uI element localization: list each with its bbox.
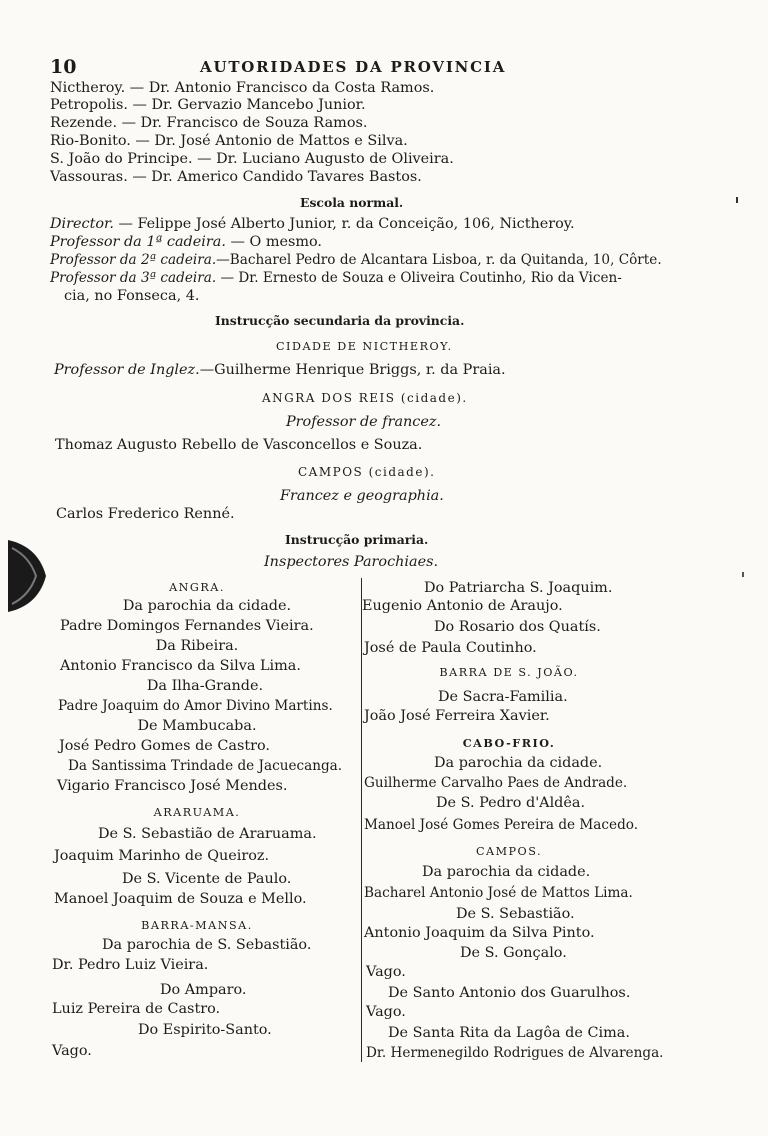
role-label: Professor de francez.: [286, 414, 442, 430]
inspector-line: Guilherme Carvalho Paes de Andrade.: [364, 775, 628, 791]
town-heading: BARRA DE S. JOÃO.: [439, 666, 579, 679]
inspector-line: Dr. Pedro Luiz Vieira.: [52, 957, 209, 973]
parish-line: Da Ilha-Grande.: [146, 678, 264, 694]
town-heading: ANGRA.: [169, 581, 225, 594]
parish-line: Do Espirito-Santo.: [138, 1022, 272, 1038]
parish-line: De S. Sebastião de Araruama.: [98, 826, 317, 842]
parish-line: De Mambucaba.: [137, 718, 257, 734]
parish-line: Da parochia da cidade.: [434, 755, 603, 771]
margin-mark: [742, 572, 744, 577]
parish-line: De Santa Rita da Lagôa de Cima.: [388, 1025, 630, 1041]
inspector-line: Joaquim Marinho de Queiroz.: [54, 848, 270, 864]
role-label: Director.: [50, 216, 114, 232]
inspector-line: Padre Joaquim do Amor Divino Martins.: [58, 698, 333, 714]
city-heading: ANGRA DOS REIS (cidade).: [262, 391, 468, 405]
parish-line: Do Amparo.: [160, 982, 247, 998]
city-heading: CAMPOS (cidade).: [298, 465, 436, 479]
inspector-line: Vago.: [366, 1004, 406, 1020]
column-divider: [361, 578, 362, 1062]
inspector-line: Luiz Pereira de Castro.: [52, 1001, 221, 1017]
top-line: Rezende. — Dr. Francisco de Souza Ramos.: [50, 115, 368, 131]
role-text: — Felippe José Alberto Junior, r. da Conceição, 106, Nictheroy.: [113, 216, 575, 232]
parish-line: Da parochia de S. Sebastião.: [102, 937, 312, 953]
inspector-line: José Pedro Gomes de Castro.: [59, 738, 270, 754]
inspector-line: João José Ferreira Xavier.: [364, 708, 550, 724]
inspector-line: Vago.: [52, 1043, 92, 1059]
section-heading-primaria: Instrucção primaria.: [285, 532, 429, 547]
role-text: —Guilherme Henrique Briggs, r. da Praia.: [199, 362, 506, 378]
city-heading: CIDADE DE NICTHEROY.: [276, 340, 453, 353]
geo-name: Carlos Frederico Renné.: [56, 506, 235, 522]
parish-line: Da Ribeira.: [155, 638, 239, 654]
top-line: Petropolis. — Dr. Gervazio Mancebo Junior.: [50, 97, 366, 113]
role-text: —Bacharel Pedro de Alcantara Lisboa, r. da Quitanda, 10, Côrte.: [216, 252, 662, 268]
section-subheading: Inspectores Parochiaes.: [264, 554, 439, 570]
page-number: 10: [50, 56, 77, 78]
binding-shadow-mark: [6, 536, 52, 616]
ingles-line: [54, 362, 506, 379]
margin-mark: [736, 197, 738, 203]
inspector-line: Antonio Francisco da Silva Lima.: [60, 658, 301, 674]
role-label: Francez e geographia.: [280, 488, 444, 504]
parish-line: Do Patriarcha S. Joaquim.: [424, 580, 613, 596]
top-line: Vassouras. — Dr. Americo Candido Tavares Bastos.: [50, 169, 422, 185]
escola-prof-3-cont: cia, no Fonseca, 4.: [64, 288, 200, 304]
parish-line: De S. Vicente de Paulo.: [122, 871, 292, 887]
town-heading: CABO-FRIO.: [462, 736, 556, 750]
inspector-line: José de Paula Coutinho.: [364, 640, 537, 656]
parish-line: De S. Sebastião.: [456, 906, 575, 922]
role-label: Professor da 1ª cadeira.: [50, 234, 226, 250]
inspector-line: Padre Domingos Fernandes Vieira.: [60, 618, 314, 634]
top-line: Rio-Bonito. — Dr. José Antonio de Mattos e Silva.: [50, 133, 408, 149]
parish-line: De S. Gonçalo.: [460, 945, 567, 961]
parish-line: Do Rosario dos Quatís.: [434, 619, 601, 635]
inspector-line: Antonio Joaquim da Silva Pinto.: [364, 925, 595, 941]
parish-line: Da Santissima Trindade de Jacuecanga.: [68, 758, 343, 774]
town-heading: CAMPOS.: [475, 845, 543, 858]
inspector-line: Vigario Francisco José Mendes.: [57, 778, 288, 794]
town-heading: BARRA-MANSA.: [141, 919, 253, 932]
escola-prof-2: [50, 252, 662, 269]
escola-prof-1: [50, 234, 322, 251]
town-heading: ARARUAMA.: [153, 806, 241, 819]
inspector-line: Bacharel Antonio José de Mattos Lima.: [364, 885, 633, 901]
role-text: — Dr. Ernesto de Souza e Oliveira Coutinho, Rio da Vicen-: [216, 270, 622, 286]
inspector-line: Dr. Hermenegildo Rodrigues de Alvarenga.: [366, 1045, 664, 1061]
inspector-line: Manoel Joaquim de Souza e Mello.: [54, 891, 307, 907]
escola-director: [50, 216, 575, 233]
page-title: AUTORIDADES DA PROVINCIA: [200, 58, 507, 76]
frances-name: Thomaz Augusto Rebello de Vasconcellos e Souza.: [55, 437, 423, 453]
role-label: Professor de Inglez.: [54, 362, 200, 378]
top-line: S. João do Principe. — Dr. Luciano Augusto de Oliveira.: [50, 151, 454, 167]
role-text: — O mesmo.: [225, 234, 322, 250]
role-label: Professor da 2ª cadeira.: [50, 252, 217, 268]
inspector-line: Eugenio Antonio de Araujo.: [362, 598, 563, 614]
inspector-line: Vago.: [366, 964, 406, 980]
parish-line: De Sacra-Familia.: [438, 689, 568, 705]
parish-line: De S. Pedro d'Aldêa.: [436, 795, 586, 811]
escola-prof-3: [50, 270, 622, 287]
parish-line: De Santo Antonio dos Guarulhos.: [388, 985, 631, 1001]
parish-line: Da parochia da cidade.: [422, 864, 591, 880]
section-heading-escola-normal: Escola normal.: [300, 195, 404, 210]
top-line: Nictheroy. — Dr. Antonio Francisco da Costa Ramos.: [50, 80, 435, 96]
parish-line: Da parochia da cidade.: [122, 598, 292, 614]
inspector-line: Manoel José Gomes Pereira de Macedo.: [364, 817, 639, 833]
section-heading-secundaria: Instrucção secundaria da provincia.: [215, 313, 465, 328]
role-label: Professor da 3ª cadeira.: [50, 270, 217, 286]
